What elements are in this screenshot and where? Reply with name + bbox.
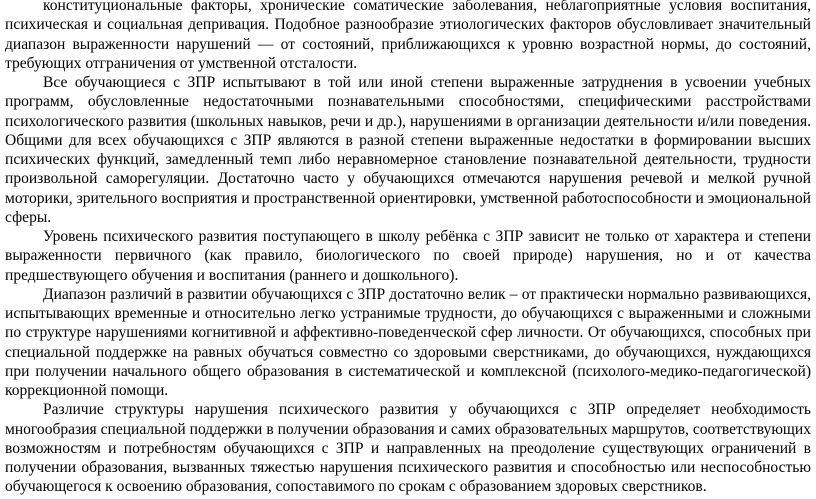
paragraph-difficulties: Все обучающиеся с ЗПР испытывают в той или иной степени выраженные затруднения в усвоении учебных программ, обусловленные недостаточными познавательными способностями, специфическими расстройствами психологического развития (школьных навыков, речи и др.), нарушениями в организации деятельности и/или поведения. Общими для всех обучающихся с ЗПР являются в разной степени выраженные недостатки в формировании высших психических функций, замедленный темп либо неравномерное становление познавательной деятельности, трудности произвольной саморегуляции. Достаточно часто у обучающихся отмечаются нарушения речевой и мелкой ручной моторики, зрительного восприятия и пространственной ориентировки, умственной работоспособности и эмоциональной сферы. <box>5 74 811 226</box>
paragraph-continuation: конституциональные факторы, хронические соматические заболевания, неблагоприятные условия воспитания, психическая и социальная депривация. Подобное разнообразие этиологических факторов обусловливает значительный диапазон выраженности нарушений — от состояний, приближающихся к уровню возрастной нормы, до состояний, требующих отграничения от умственной отсталости. <box>5 0 811 72</box>
paragraph-structure-differences: Различие структуры нарушения психического развития у обучающихся с ЗПР определяет необходимость многообразия специальной поддержки в получении образования и самих образовательных маршрутов, соответствующих возможностям и потребностям обучающихся с ЗПР и направленных на преодоление существующих ограничений в получении образования, вызванных тяжестью нарушения психического развития и способностью или неспособностью обучающегося к освоению образования, сопоставимого по срокам с образованием здоровых сверстников. <box>5 401 811 496</box>
paragraph-development-level: Уровень психического развития поступающего в школу ребёнка с ЗПР зависит не только от характера и степени выраженности первичного (как правило, биологического по своей природе) нарушения, но и от качества предшествующего обучения и воспитания (раннего и дошкольного). <box>5 228 811 284</box>
paragraph-range-of-differences: Диапазон различий в развитии обучающихся с ЗПР достаточно велик – от практически нормально развивающихся, испытывающих временные и относительно легко устранимые трудности, до обучающихся с выраженными и сложными по структуре нарушениями когнитивной и аффективно-поведенческой сфер личности. От обучающихся, способных при специальной поддержке на равных обучаться совместно со здоровыми сверстниками, до обучающихся, нуждающихся при получении начального общего образования в систематической и комплексной (психолого-медико-педагогической) коррекционной помощи. <box>5 285 811 399</box>
